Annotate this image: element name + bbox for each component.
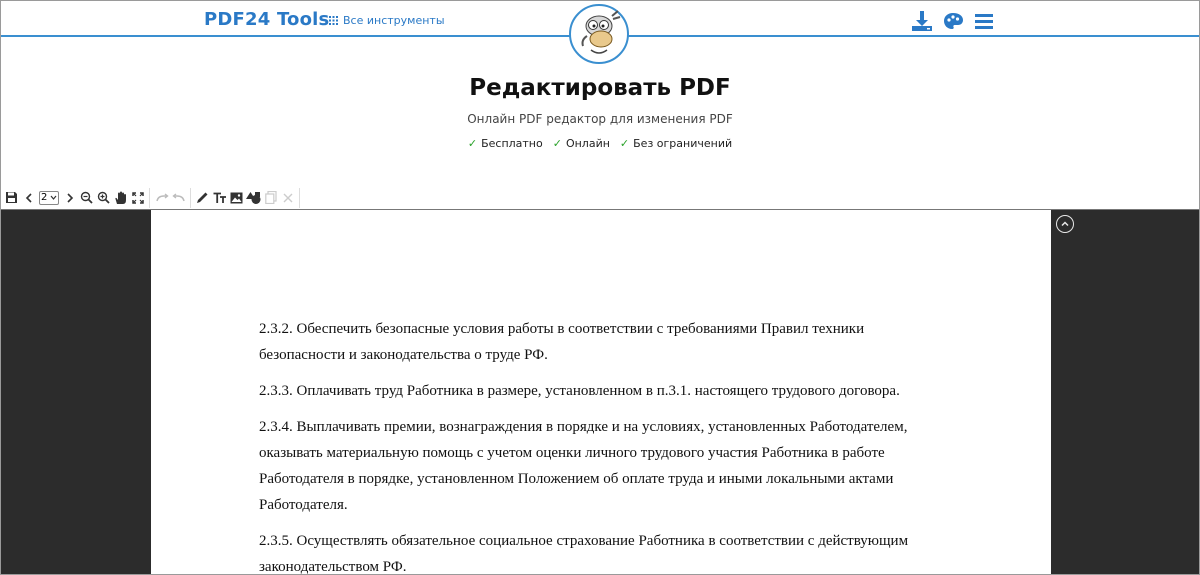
feature-item bbox=[553, 137, 610, 150]
save-icon[interactable] bbox=[3, 188, 20, 208]
close-icon[interactable] bbox=[279, 188, 296, 208]
feature-label: Без ограничений bbox=[633, 137, 733, 150]
feature-list bbox=[0, 137, 1200, 150]
feature-item bbox=[620, 137, 732, 150]
text-icon[interactable] bbox=[211, 188, 228, 208]
feature-label: Онлайн bbox=[565, 137, 610, 150]
document-paragraph[interactable]: 2.3.2. Обеспечить безопасные условия работы в соответствии с требованиями Правил техники безопасности и законодательства о труде РФ. bbox=[259, 321, 865, 363]
all-tools-label: Все инструменты bbox=[343, 14, 445, 27]
shapes-icon[interactable] bbox=[245, 188, 262, 208]
pdf-viewer[interactable] bbox=[0, 210, 1200, 575]
fullscreen-icon[interactable] bbox=[129, 188, 146, 208]
page-select[interactable] bbox=[39, 191, 59, 205]
zoom-in-icon[interactable] bbox=[95, 188, 112, 208]
redo-icon[interactable] bbox=[153, 188, 170, 208]
image-icon[interactable] bbox=[228, 188, 245, 208]
all-tools-link[interactable] bbox=[329, 14, 445, 27]
page-number: 2 bbox=[41, 192, 48, 203]
menu-icon[interactable] bbox=[974, 10, 996, 32]
toolbar-divider bbox=[190, 188, 191, 208]
brand-logo-text[interactable]: PDF24 Tools bbox=[204, 9, 330, 30]
feature-item bbox=[468, 137, 543, 150]
hand-icon[interactable] bbox=[112, 188, 129, 208]
zoom-out-icon[interactable] bbox=[78, 188, 95, 208]
page-subtitle: Онлайн PDF редактор для изменения PDF bbox=[467, 112, 733, 126]
pdf-page[interactable] bbox=[151, 210, 1051, 575]
document-paragraph[interactable]: 2.3.4. Выплачивать премии, вознаграждения в порядке и на условиях, установленных Работодателем, оказывать материальную помощь с учетом оценки личного трудового участия Работника в работе Работодателя в порядке, установленном Положением об оплате труда и иными локальными актами Работодателя. bbox=[259, 419, 908, 513]
editor-toolbar bbox=[0, 186, 306, 209]
check-icon: ✓ bbox=[467, 137, 478, 150]
toolbar-divider bbox=[299, 188, 300, 208]
scroll-up-button[interactable] bbox=[1056, 215, 1074, 233]
page-title: Редактировать PDF bbox=[469, 75, 731, 101]
document-body bbox=[259, 316, 939, 575]
pencil-icon[interactable] bbox=[194, 188, 211, 208]
undo-icon[interactable] bbox=[170, 188, 187, 208]
feature-label: Бесплатно bbox=[481, 137, 543, 150]
grid-icon bbox=[329, 16, 338, 25]
document-paragraph[interactable]: 2.3.3. Оплачивать труд Работника в размере, установленном в п.3.1. настоящего трудового договора. bbox=[259, 383, 900, 399]
next-page-icon[interactable] bbox=[61, 188, 78, 208]
prev-page-icon[interactable] bbox=[20, 188, 37, 208]
document-paragraph[interactable]: 2.3.5. Осуществлять обязательное социальное страхование Работника в соответствии с действующим законодательством РФ. bbox=[259, 533, 909, 575]
mascot-icon bbox=[571, 6, 627, 62]
download-icon[interactable] bbox=[911, 10, 933, 32]
toolbar-divider bbox=[149, 188, 150, 208]
chevron-up-icon bbox=[1060, 220, 1070, 228]
chevron-down-icon bbox=[50, 195, 57, 200]
mascot-logo[interactable] bbox=[569, 4, 629, 64]
check-icon: ✓ bbox=[619, 137, 630, 150]
copy-icon[interactable] bbox=[262, 188, 279, 208]
check-icon: ✓ bbox=[552, 137, 562, 150]
palette-icon[interactable] bbox=[942, 10, 964, 32]
